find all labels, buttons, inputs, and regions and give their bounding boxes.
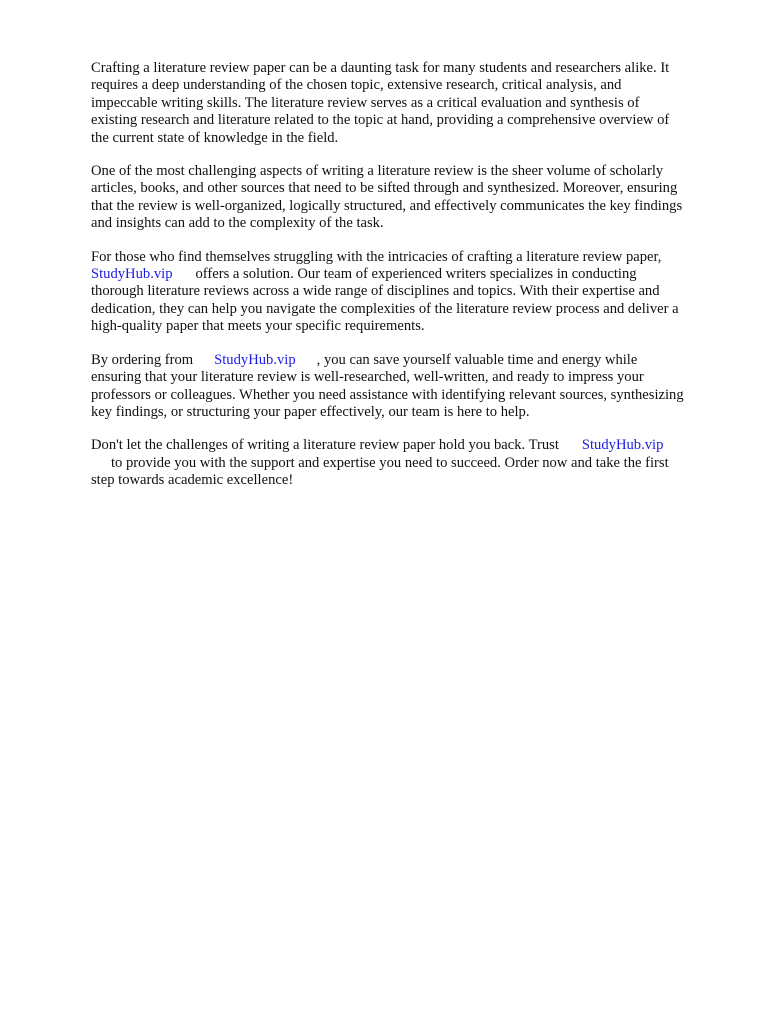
text-line (91, 455, 723, 472)
text-line (91, 437, 723, 454)
studyhub-link[interactable]: StudyHub.vip (214, 351, 296, 368)
text-line (91, 266, 723, 283)
text-line (91, 352, 723, 369)
text-line: key findings, or structuring your paper effectively, our team is here to help. (91, 403, 530, 420)
text-line: professors or colleagues. Whether you need assistance with identifying relevant sources, synthesizing (91, 386, 684, 403)
text-line: One of the most challenging aspects of writing a literature review is the sheer volume of scholarly (91, 163, 664, 180)
text-line: high-quality paper that meets your specific requirements. (91, 318, 425, 335)
text-line: ensuring that your literature review is well-researched, well-written, and ready to impress your (91, 369, 644, 386)
text-fragment: Don't let the challenges of writing a literature review paper hold you back. Trust (91, 437, 559, 454)
text-line: the current state of knowledge in the field. (91, 129, 339, 146)
text-line: Crafting a literature review paper can be a daunting task for many students and researchers alike. It (91, 60, 670, 76)
text-fragment: By ordering from (91, 351, 194, 368)
text-fragment: to provide you with the support and expertise you need to succeed. Order now and take the first (111, 454, 669, 471)
text-line: and insights can add to the complexity of the task. (91, 215, 384, 232)
text-line: that the review is well-organized, logically structured, and effectively communicates the key findings (91, 197, 683, 214)
text-line: step towards academic excellence! (91, 472, 294, 489)
text-fragment: , you can save yourself valuable time and energy while (316, 351, 638, 368)
text-line: For those who find themselves struggling with the intricacies of crafting a literature review paper, (91, 248, 662, 265)
text-line: thorough literature reviews across a wide range of disciplines and topics. With their expertise and (91, 283, 660, 300)
paragraph-challenges (91, 163, 723, 233)
studyhub-link[interactable]: StudyHub.vip (91, 266, 173, 283)
text-line: existing research and literature related to the topic at hand, providing a comprehensive overview of (91, 112, 670, 129)
studyhub-link[interactable]: StudyHub.vip (581, 437, 664, 454)
text-line: dedication, they can help you navigate the complexities of the literature review process and deliver a (91, 300, 679, 317)
paragraph-ordering (91, 352, 723, 422)
text-line: requires a deep understanding of the chosen topic, extensive research, critical analysis, and (91, 77, 622, 94)
text-fragment: offers a solution. Our team of experienced writers specializes in conducting (195, 266, 637, 283)
text-line: impeccable writing skills. The literature review serves as a critical evaluation and synthesis of (91, 94, 640, 111)
paragraph-solution (91, 249, 723, 336)
paragraph-closing (91, 437, 723, 489)
paragraph-intro (91, 60, 723, 147)
text-line: articles, books, and other sources that need to be sifted through and synthesized. Moreover, ensuring (91, 180, 678, 197)
document-page (91, 60, 723, 506)
